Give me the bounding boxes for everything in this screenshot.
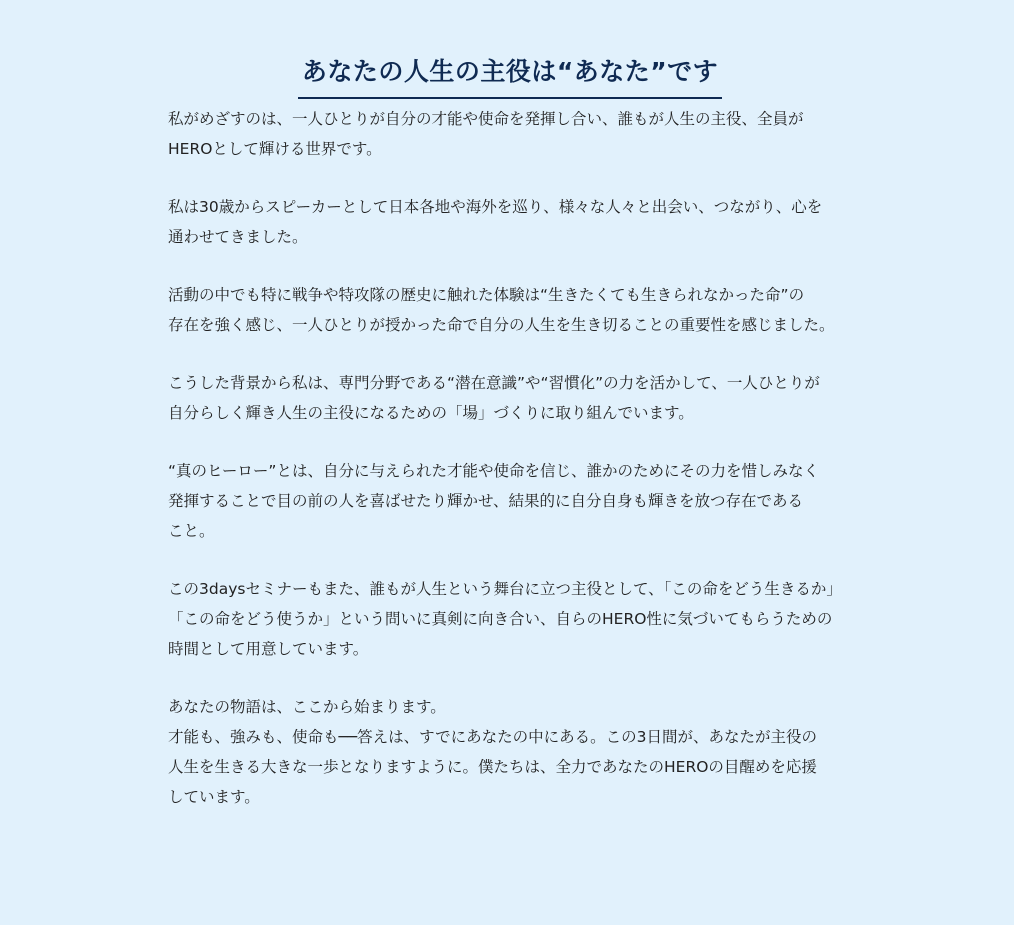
paragraph-line: この3daysセミナーもまた、誰もが人生という舞台に立つ主役として、「この命をどう生きるか」 [168, 580, 842, 598]
paragraph-line: こと。 [168, 522, 215, 540]
paragraph-line: 自分らしく輝き人生の主役になるための「場」づくりに取り組んでいます。 [168, 404, 694, 422]
paragraph-line: 存在を強く感じ、一人ひとりが授かった命で自分の人生を生き切ることの重要性を感じました。 [168, 316, 835, 334]
message-body [168, 104, 868, 840]
paragraph-line: 通わせてきました。 [168, 228, 308, 246]
paragraph-line: HEROとして輝ける世界です。 [168, 140, 382, 158]
paragraph-line: 才能も、強みも、使命も──答えは、すでにあなたの中にある。この3日間が、あなたが主役の [168, 728, 817, 746]
paragraph-line: しています。 [168, 788, 260, 806]
paragraph-vision [168, 104, 868, 164]
page-title: あなたの人生の主役は“あなた”です [298, 55, 722, 99]
paragraph-line: 発揮することで目の前の人を喜ばせたり輝かせ、結果的に自分自身も輝きを放つ存在である [168, 492, 804, 510]
paragraph-true-hero [168, 456, 868, 546]
paragraph-line: 時間として用意しています。 [168, 640, 369, 658]
paragraph-line: 「この命をどう使うか」という問いに真剣に向き合い、自らのHERO性に気づいてもらうための [168, 610, 833, 628]
paragraph-line: 私は30歳からスピーカーとして日本各地や海外を巡り、様々な人々と出会い、つながり、心を [168, 198, 823, 216]
paragraph-closing [168, 692, 868, 812]
paragraph-seminar [168, 574, 868, 664]
paragraph-background [168, 368, 868, 428]
paragraph-line: あなたの物語は、ここから始まります。 [168, 698, 446, 716]
paragraph-line: 人生を生きる大きな一歩となりますように。僕たちは、全力であなたのHEROの目醒めを応援 [168, 758, 817, 776]
paragraph-line: こうした背景から私は、専門分野である“潜在意識”や“習慣化”の力を活かして、一人ひとりが [168, 374, 820, 392]
paragraph-line: 活動の中でも特に戦争や特攻隊の歴史に触れた体験は“生きたくても生きられなかった命”の [168, 286, 805, 304]
paragraph-line: “真のヒーロー”とは、自分に与えられた才能や使命を信じ、誰かのためにその力を惜しみなく [168, 462, 819, 480]
paragraph-history-experience [168, 280, 868, 340]
paragraph-line: 私がめざすのは、一人ひとりが自分の才能や使命を発揮し合い、誰もが人生の主役、全員が [168, 110, 804, 128]
paragraph-speaker-career [168, 192, 868, 252]
